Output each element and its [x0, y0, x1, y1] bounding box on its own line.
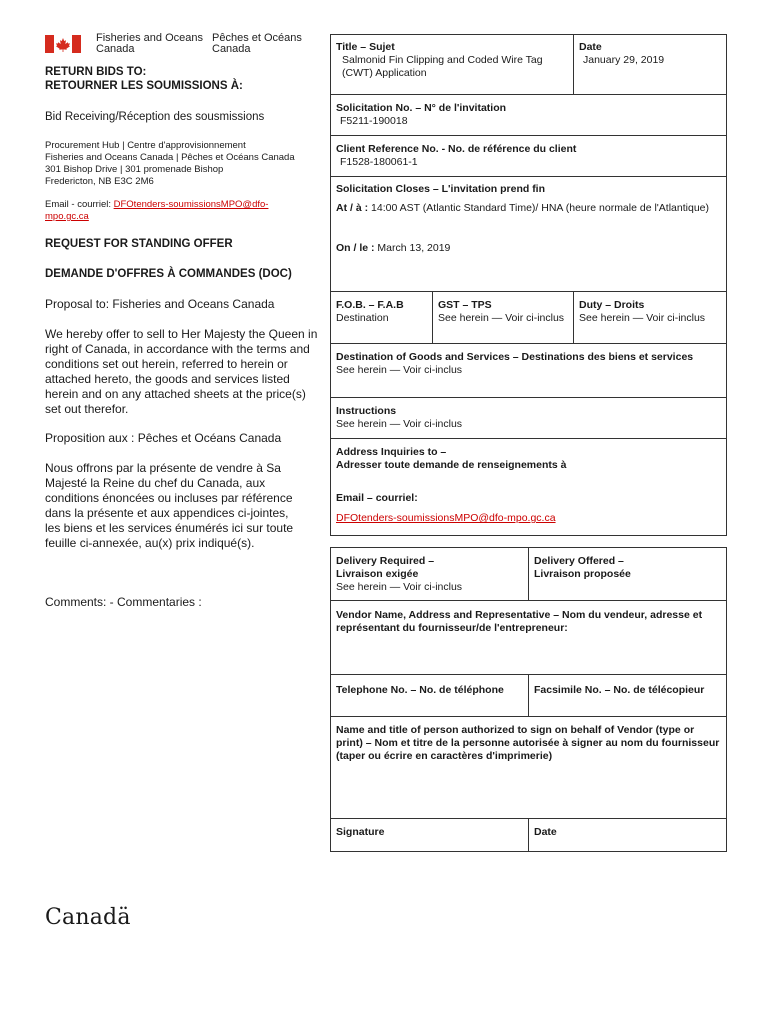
date-value: January 29, 2019 [583, 54, 665, 66]
proposition-aux: Proposition aux : Pêches et Océans Canada [45, 431, 282, 445]
inquiries-cell: Address Inquiries to – Adresser toute demande de renseignements à Email – courriel: DFOtenders-soumissionsMPO@dfo-mpo.gc.ca [330, 441, 727, 530]
offer-text-en: We hereby offer to sell to Her Majesty the Queen in right of Canada, in accordance with the terms and conditions set out herein, referred to herein or attached hereto, the goods and services listed herein and on any attached sheets at the price(s) set out therefor. [45, 327, 318, 416]
closing-date-value: March 13, 2019 [374, 242, 451, 254]
gst-cell: GST – TPS See herein — Voir ci-inclus [438, 299, 565, 324]
return-email-link[interactable]: DFOtenders-soumissionsMPO@dfo- mpo.gc.ca [45, 199, 269, 222]
delivery-required-cell: Delivery Required – Livraison exigée See herein — Voir ci-inclus [336, 555, 463, 593]
dept-name-fr: Pêches et Océans Canada [212, 32, 302, 55]
destination-cell: Destination of Goods and Services – Destinations des biens et services See herein — Voir ci-inclus [336, 351, 694, 376]
client-ref-value: F1528-180061-1 [340, 156, 418, 168]
bid-receiving: Bid Receiving/Réception des sousmissions [45, 111, 265, 123]
solicitation-value: F5211-190018 [340, 115, 408, 127]
rfso-heading-en: REQUEST FOR STANDING OFFER [45, 238, 233, 250]
rfso-heading-fr: DEMANDE D'OFFRES À COMMANDES (DOC) [45, 268, 292, 280]
proposal-to: Proposal to: Fisheries and Oceans Canada [45, 297, 275, 311]
signature-cell[interactable]: Signature [336, 826, 385, 838]
fob-cell: F.O.B. – F.A.B Destination [336, 299, 404, 324]
return-bids-heading: RETURN BIDS TO: RETOURNER LES SOUMISSIONS À: [45, 66, 243, 92]
client-ref-cell: Client Reference No. - No. de référence du client F1528-180061-1 [330, 138, 727, 174]
facsimile-cell[interactable]: Facsimile No. – No. de télécopieur [534, 684, 705, 696]
solicitation-cell: Solicitation No. – N° de l'invitation F5211-190018 [330, 97, 727, 133]
vendor-cell[interactable]: Vendor Name, Address and Representative – Nom du vendeur, adresse et représentant du fournisseur/de l'entrepreneur: [336, 609, 703, 634]
closing-time-value: 14:00 AST (Atlantic Standard Time)/ HNA (heure normale de l'Atlantique) [368, 202, 709, 214]
telephone-cell[interactable]: Telephone No. – No. de téléphone [336, 684, 504, 696]
closes-cell: Solicitation Closes – L'invitation prend fin At / à : 14:00 AST (Atlantic Standard Time)/ HNA (heure normale de l'Atlantique) On / le : March 13, 2019 [336, 183, 709, 254]
duty-cell: Duty – Droits See herein — Voir ci-inclus [579, 299, 706, 324]
title-value: Salmonid Fin Clipping and Coded Wire Tag (CWT) Application [342, 54, 543, 79]
instructions-cell: Instructions See herein — Voir ci-inclus [336, 405, 463, 430]
title-cell: Title – Sujet Salmonid Fin Clipping and Coded Wire Tag (CWT) Application [330, 36, 573, 85]
inquiries-email-link[interactable]: DFOtenders-soumissionsMPO@dfo-mpo.gc.ca [336, 512, 556, 524]
offer-text-fr: Nous offrons par la présente de vendre à Sa Majesté la Reine du chef du Canada, aux conditions énoncées ou incluses par référence dans la présente et aux appendices ci-jointes, les biens et les services énumérés ici sur toute feuille ci-annexée, au(x) prix indiqué(s). [45, 461, 294, 550]
dept-name-en: Fisheries and Oceans Canada [96, 32, 203, 55]
date-cell: Date January 29, 2019 [573, 36, 727, 72]
signature-date-cell[interactable]: Date [534, 826, 557, 838]
return-address: Procurement Hub | Centre d'approvisionnement Fisheries and Oceans Canada | Pêches et Océans Canada 301 Bishop Drive | 301 promenade Bishop Fredericton, NB E3C 2M6 [45, 140, 295, 187]
canada-wordmark: Canadä [45, 905, 131, 930]
authorized-person-cell[interactable]: Name and title of person authorized to sign on behalf of Vendor (type or print) – Nom et titre de la personne autorisée à signer au nom du fournisseur (taper ou écrire en caractères d'imprimerie) [336, 724, 720, 762]
delivery-offered-cell: Delivery Offered – Livraison proposée [534, 555, 631, 580]
canada-flag-icon [45, 35, 81, 53]
return-email: Email - courriel: DFOtenders-soumissionsMPO@dfo- mpo.gc.ca [45, 199, 269, 222]
comments-label: Comments: - Commentaries : [45, 595, 202, 609]
